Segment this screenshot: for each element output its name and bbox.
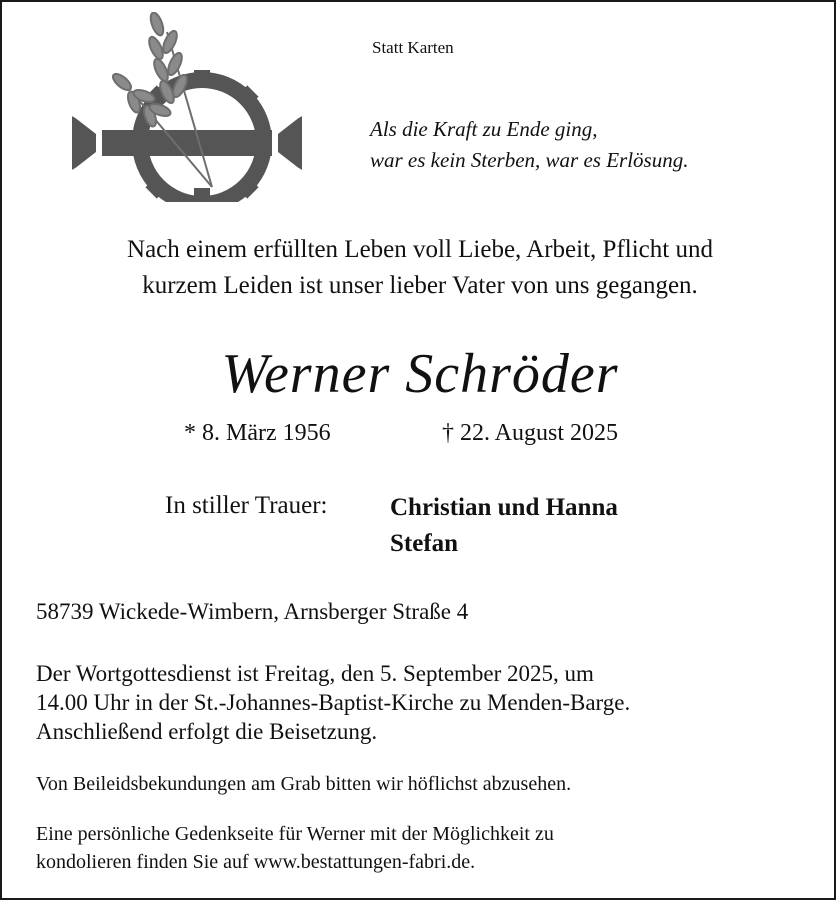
- mourner-line: Stefan: [390, 530, 459, 557]
- service-paragraph: [36, 659, 804, 746]
- deceased-name: Werner Schröder: [221, 343, 619, 405]
- statt-karten-label: Statt Karten: [372, 38, 454, 57]
- mourners-list: [390, 490, 618, 562]
- address: 58739 Wickede-Wimbern, Arnsberger Straße 4: [36, 599, 469, 624]
- service-line: 14.00 Uhr in der St.-Johannes-Baptist-Kirche zu Menden-Barge.: [36, 690, 631, 715]
- wrench-gear-wheat-icon: [72, 12, 302, 202]
- death-date: † 22. August 2025: [442, 420, 619, 446]
- service-line: Anschließend erfolgt die Beisetzung.: [36, 719, 378, 744]
- motto-line: war es kein Sterben, war es Erlösung.: [370, 148, 689, 172]
- intro-text: [2, 232, 836, 304]
- mourning-label: In stiller Trauer:: [165, 492, 328, 519]
- online-line: kondolieren finden Sie auf www.bestattungen-fabri.de.: [36, 851, 476, 873]
- online-memorial-paragraph: [36, 820, 804, 876]
- intro-line: Nach einem erfüllten Leben voll Liebe, Arbeit, Pflicht und: [127, 236, 713, 263]
- motto-line: Als die Kraft zu Ende ging,: [370, 117, 598, 141]
- birth-date: * 8. März 1956: [184, 420, 331, 446]
- mourner-line: Christian und Hanna: [390, 494, 618, 521]
- service-line: Der Wortgottesdienst ist Freitag, den 5. September 2025, um: [36, 661, 594, 686]
- grave-note: Von Beileidsbekundungen am Grab bitten wir höflichst abzusehen.: [36, 773, 572, 795]
- online-line: Eine persönliche Gedenkseite für Werner mit der Möglichkeit zu: [36, 823, 554, 845]
- motto-quote: [370, 114, 688, 176]
- intro-line: kurzem Leiden ist unser lieber Vater von uns gegangen.: [142, 272, 698, 299]
